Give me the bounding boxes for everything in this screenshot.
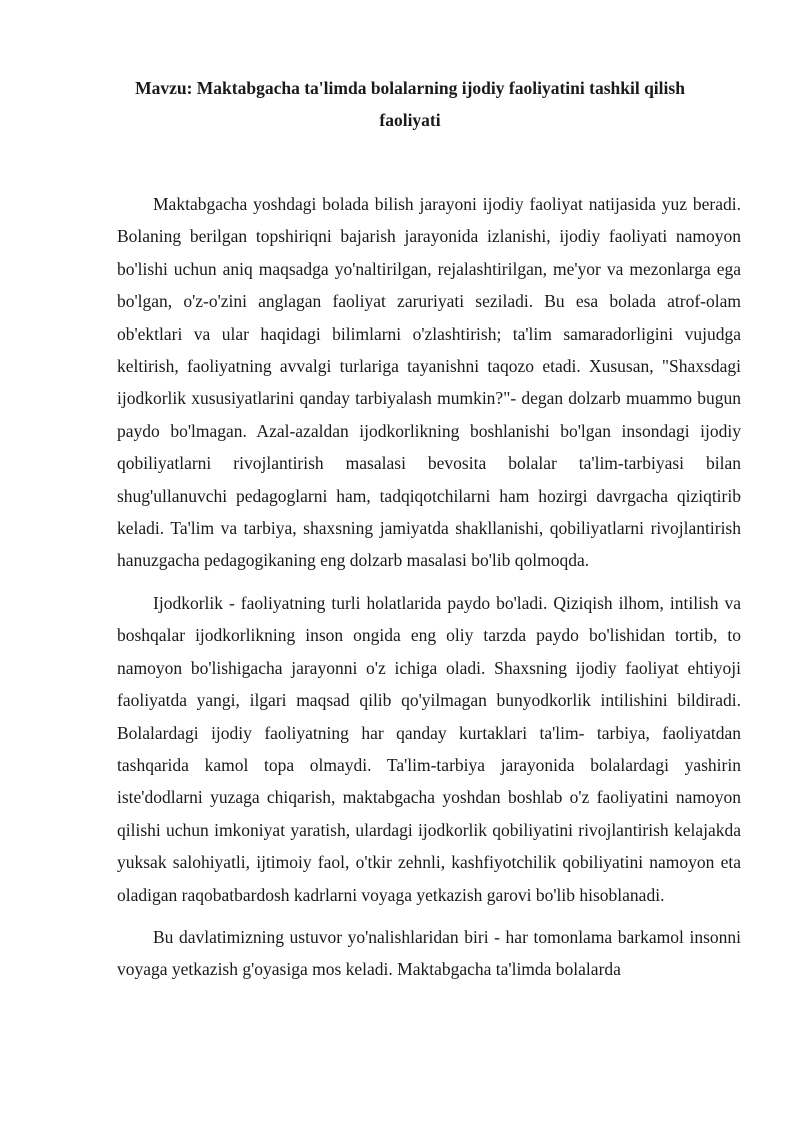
paragraph-3: Bu davlatimizning ustuvor yo'nalishlaridan biri - har tomonlama barkamol insonni voyaga yetkazish g'oyasiga mos keladi. Maktabgacha ta'limda bolalarda <box>117 926 741 980</box>
document-title: Mavzu: Maktabgacha ta'limda bolalarning ijodiy faoliyatini tashkil qilish faoliyati <box>135 78 685 130</box>
paragraph-1: Maktabgacha yoshdagi bolada bilish jarayoni ijodiy faoliyat natijasida yuz beradi. Bolaning berilgan topshiriqni bajarish jarayonida izlanishi, ijodiy faoliyati namoyon bo'lishi uchun aniq maqsadga yo'naltirilgan, rejalashtirilgan, me'yor va mezonlarga ega bo'lgan, o'z-o'zini anglagan faoliyat zaruriyati seziladi. Bu esa bolada atrof-olam ob'ektlari va ular haqidagi bilimlarni o'zlashtirish; ta'lim samaradorligini vujudga keltirish, faoliyatning avvalgi turlariga tayanishni taqozo etadi. Xususan, "Shaxsdagi ijodkorlik xususiyatlarini qanday tarbiyalash mumkin?"- degan dolzarb muammo bugun paydo bo'lmagan. Azal-azaldan ijodkorlikning boshlanishi bo'lgan insondagi ijodiy qobiliyatlarni rivojlantirish masalasi bevosita bolalar ta'lim-tarbiyasi bilan shug'ullanuvchi pedagoglarni ham, tadqiqotchilarni ham hozirgi davrgacha qiziqtirib keladi. Ta'lim va tarbiya, shaxsning jamiyatda shakllanishi, qobiliyatlarni rivojlantirish hanuzgacha pedagogikaning eng dolzarb masalasi bo'lib qolmoqda. <box>117 194 741 571</box>
paragraph-2: Ijodkorlik - faoliyatning turli holatlarida paydo bo'ladi. Qiziqish ilhom, intilish va boshqalar ijodkorlikning inson ongida eng oliy tarzda paydo bo'lishidan tortib, to namoyon bo'lishigacha jarayonni o'z ichiga oladi. Shaxsning ijodiy faoliyat ehtiyoji faoliyatda yangi, ilgari maqsad qilib qo'yilmagan bunyodkorlik intilishini bildiradi. Bolalardagi ijodiy faoliyatning har qanday kurtaklari ta'lim- tarbiya, faoliyatdan tashqarida kamol topa olmaydi. Ta'lim-tarbiya jarayonida bolalardagi yashirin iste'dodlarni yuzaga chiqarish, maktabgacha yoshdan boshlab o'z faoliyatini namoyon qilishi uchun imkoniyat yaratish, ulardagi ijodkorlik qobiliyatini rivojlantirish kelajakda yuksak salohiyatli, ijtimoiy faol, o'tkir zehnli, kashfiyotchilik qobiliyatini namoyon eta oladigan raqobatbardosh kadrlarni voyaga yetkazish garovi bo'lib hisoblanadi. <box>117 592 741 905</box>
document-body <box>117 188 741 996</box>
